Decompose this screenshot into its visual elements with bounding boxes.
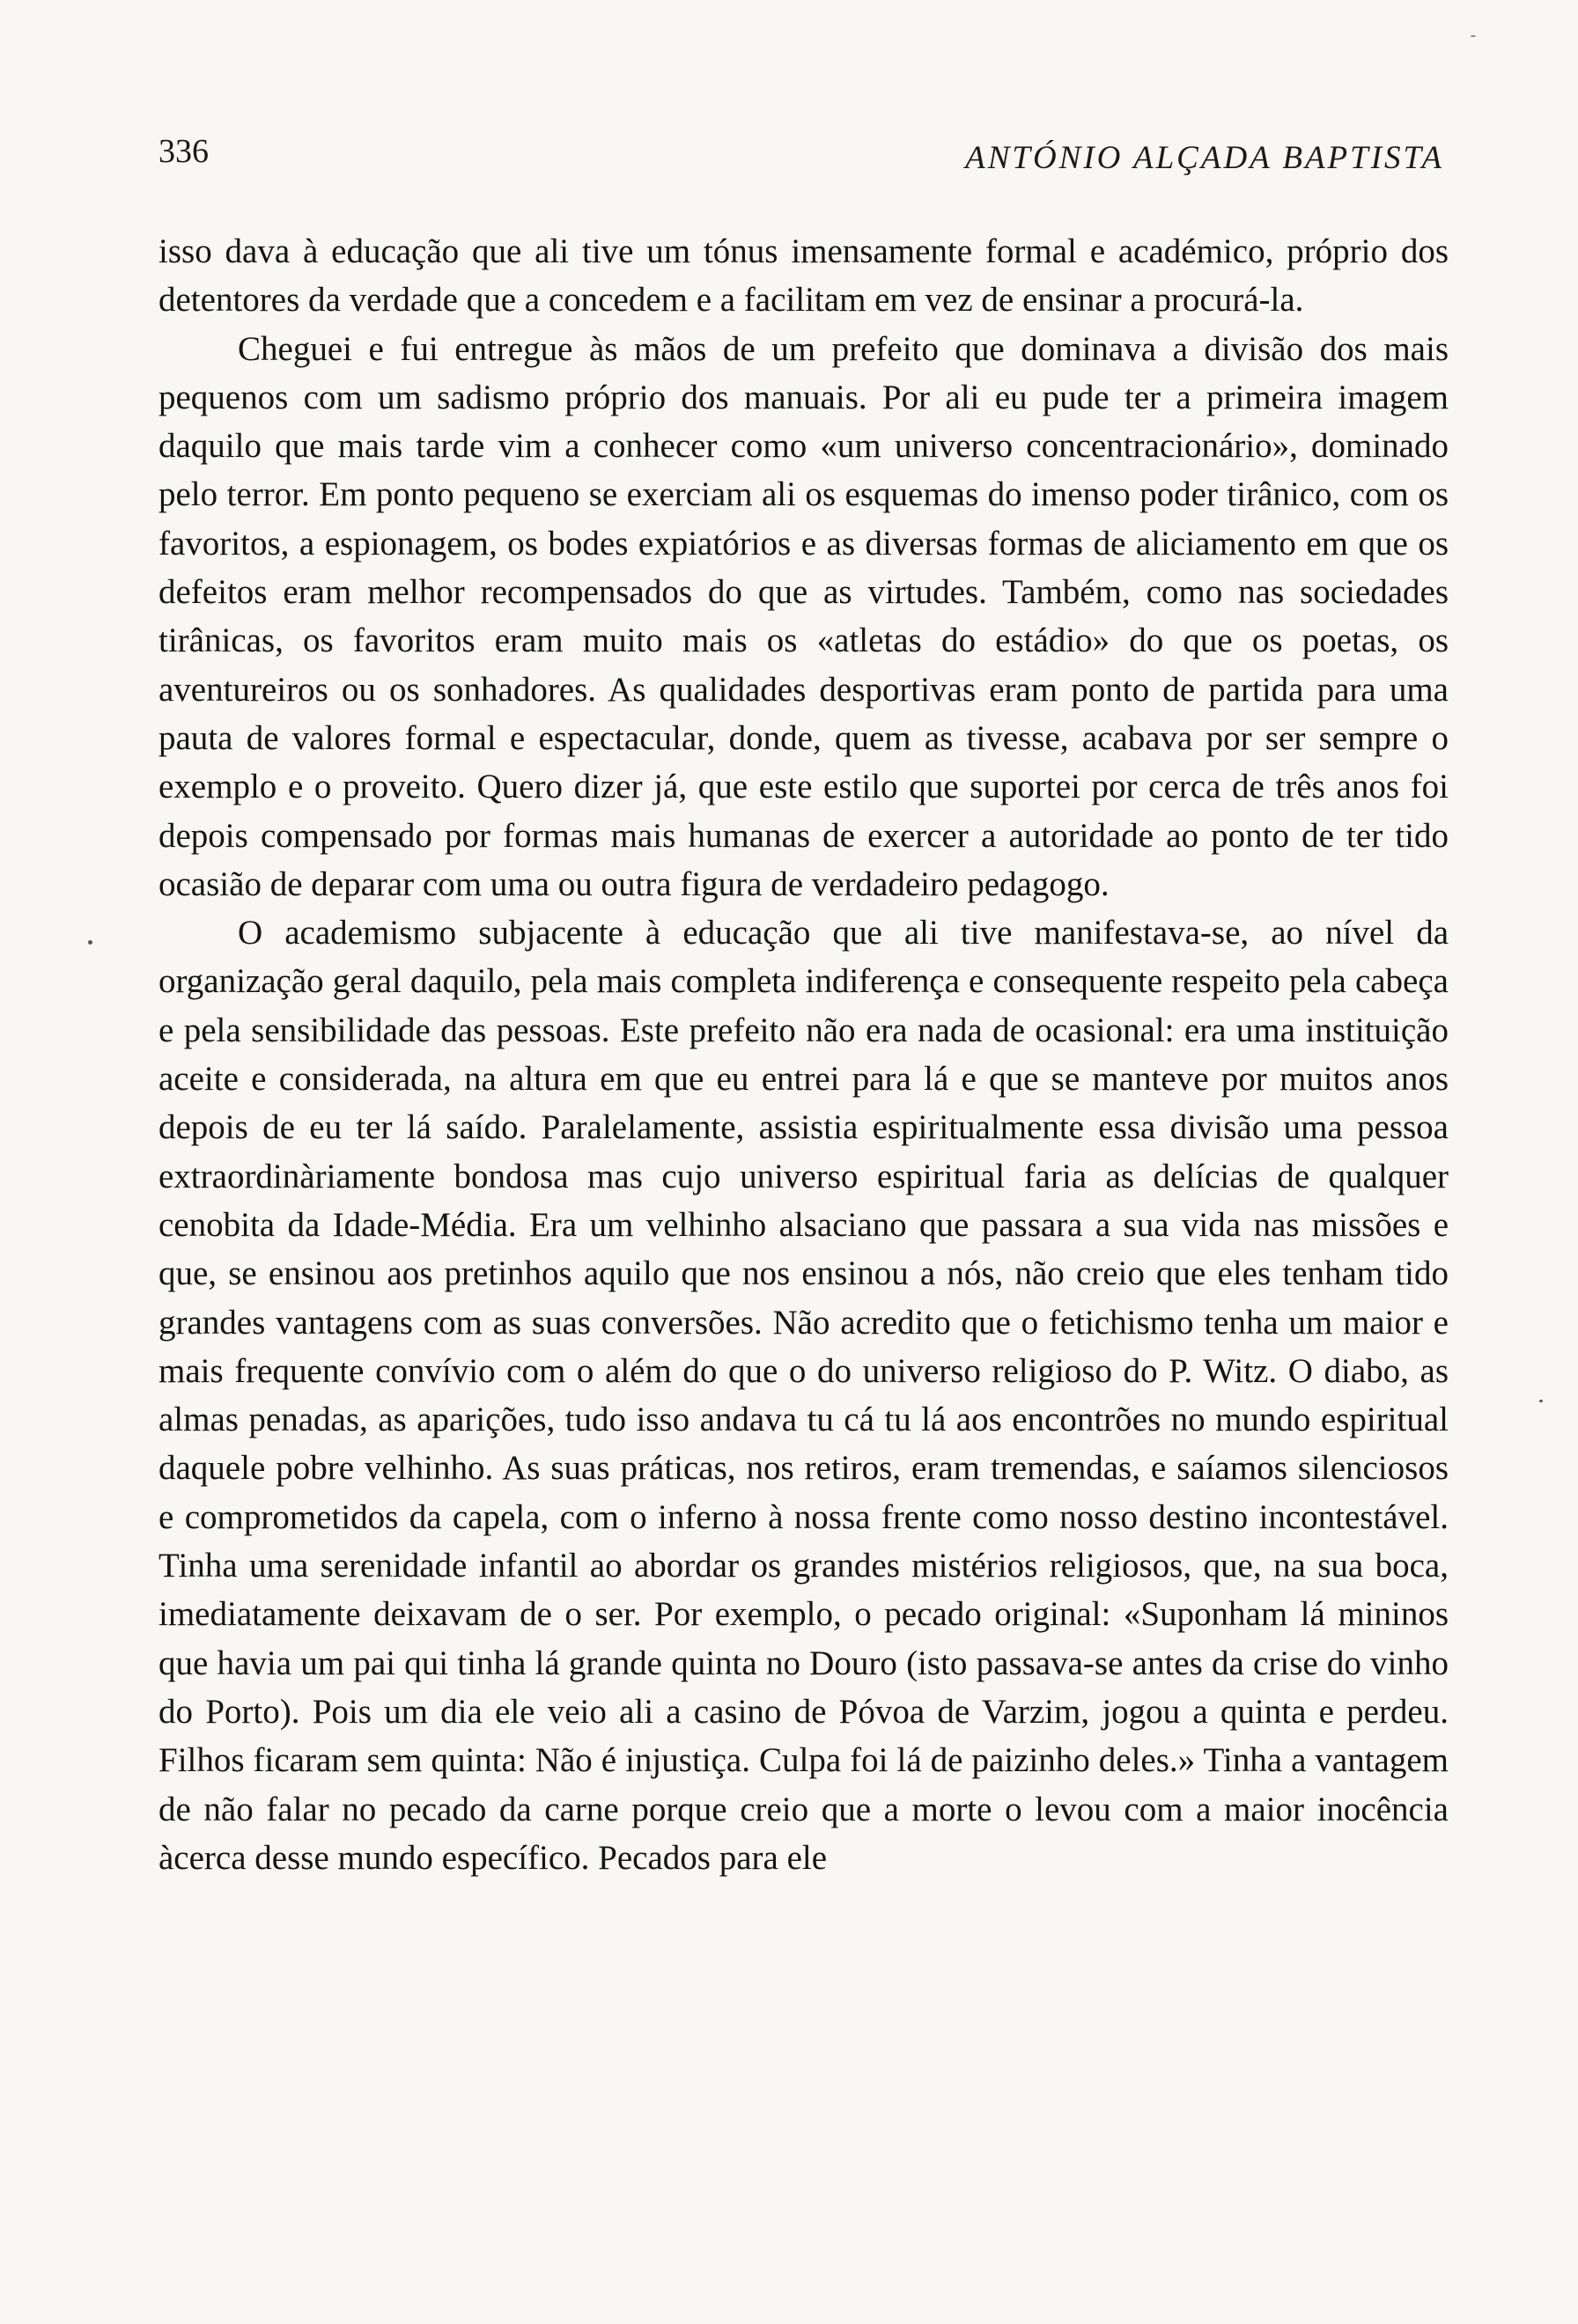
paragraph-2: Cheguei e fui entregue às mãos de um prefeito que dominava a divisão dos mais pequenos com um sadismo próprio dos manuais. Por ali eu pude ter a primeira imagem daquilo que mais tarde vim a conhecer como «um universo concentracionário», dominado pelo terror. Em ponto pequeno se exerciam ali os esquemas do imenso poder tirânico, com os favoritos, a espionagem, os bodes expiatórios e as diversas formas de aliciamento em que os defeitos eram melhor recompensados do que as virtudes. Também, como nas sociedades tirânicas, os favoritos eram muito mais os «atletas do estádio» do que os poetas, os aventureiros ou os sonhadores. As qualidades desportivas eram ponto de partida para uma pauta de valores formal e espectacular, donde, quem as tivesse, acabava por ser sempre o exemplo e o proveito. Quero dizer já, que este estilo que suportei por cerca de três anos foi depois compensado por formas mais humanas de exercer a autoridade ao ponto de ter tido ocasião de deparar com uma ou outra figura de verdadeiro pedagogo. xyxy=(159,329,1449,903)
paragraph-3: O academismo subjacente à educação que ali tive manifestava-se, ao nível da organização geral daquilo, pela mais completa indiferença e consequente respeito pela cabeça e pela sensibilidade das pessoas. Este prefeito não era nada de ocasional: era uma instituição aceite e considerada, na altura em que eu entrei para lá e que se manteve por muitos anos depois de eu ter lá saído. Paralelamente, assistia espiritualmente essa divisão uma pessoa extraordinàriamente bondosa mas cujo universo espiritual faria as delícias de qualquer cenobita da Idade-Média. Era um velhinho alsaciano que passara a sua vida nas missões e que, se ensinou aos pretinhos aquilo que nos ensinou a nós, não creio que eles tenham tido grandes vantagens com as suas conversões. Não acredito que o fetichismo tenha um maior e mais frequente convívio com o além do que o do universo religioso do P. Witz. O diabo, as almas penadas, as aparições, tudo isso andava tu cá tu lá aos encontrões no mundo espiritual daquele pobre velhinho. As suas práticas, nos retiros, eram tremendas, e saíamos silenciosos e comprometidos da capela, com o inferno à nossa frente como nosso destino incontestável. Tinha uma serenidade infantil ao abordar os grandes mistérios religiosos, que, na sua boca, imediatamente deixavam de o ser. Por exemplo, o pecado original: «Suponham lá mininos que havia um pai qui tinha lá grande quinta no Douro (isto passava-se antes da crise do vinho do Porto). Pois um dia ele veio ali a casino de Póvoa de Varzim, jogou a quinta e perdeu. Filhos ficaram sem quinta: Não é injustiça. Culpa foi lá de paizinho deles.» Tinha a vantagem de não falar no pecado da carne porque creio que a morte o levou com a maior inocência àcerca desse mundo específico. Pecados para ele xyxy=(159,914,1449,1877)
scan-speck xyxy=(1471,35,1476,37)
scan-speck xyxy=(1539,1400,1543,1402)
body-text xyxy=(159,227,1449,1882)
page-number: 336 xyxy=(159,133,209,170)
page-header xyxy=(159,132,1444,185)
scan-speck xyxy=(88,940,92,945)
paragraph-1: isso dava à educação que ali tive um tónus imensamente formal e académico, próprio dos detentores da verdade que a concedem e a facilitam em vez de ensinar a procurá-la. xyxy=(159,232,1449,320)
running-head: ANTÓNIO ALÇADA BAPTISTA xyxy=(965,140,1444,176)
